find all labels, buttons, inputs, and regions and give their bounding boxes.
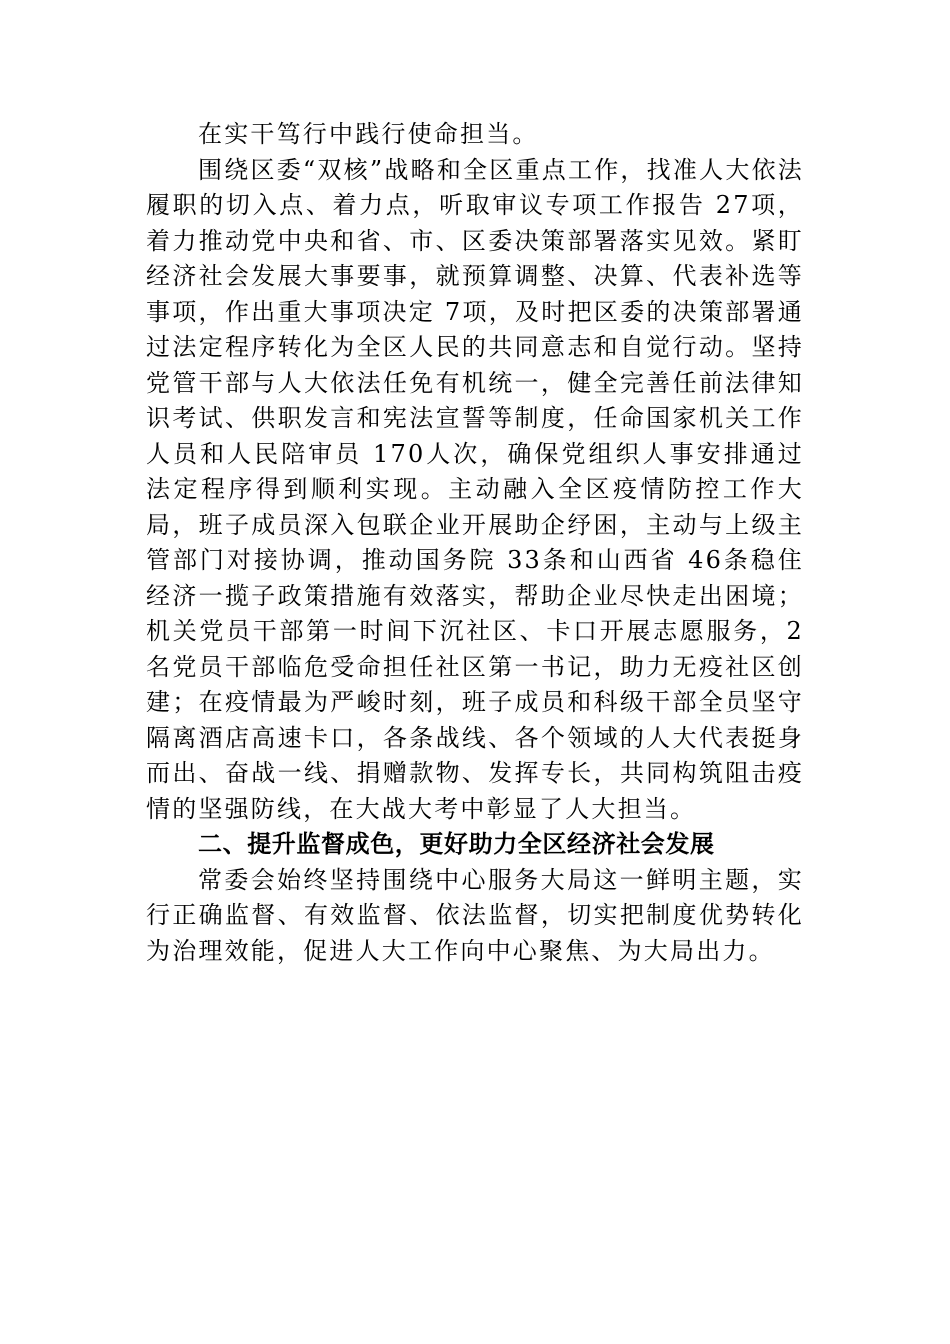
document-body xyxy=(146,117,804,969)
section-heading-supervision: 二、提升监督成色，更好助力全区经济社会发展 xyxy=(198,830,715,858)
paragraph-work-focus: 围绕区委“双核”战略和全区重点工作，找准人大依法履职的切入点、着力点，听取审议专项工作报告 27项，着力推动党中央和省、市、区委决策部署落实见效。紧盯经济社会发展大事要事，就预算调整、决算、代表补选等事项，作出重大事项决定 7项，及时把区委的决策部署通过法定程序转化为全区人民的共同意志和自觉行动。坚持党管干部与人大依法任免有机统一，健全完善任前法律知识考试、供职发言和宪法宣誓等制度，任命国家机关工作人员和人民陪审员 170人次，确保党组织人事安排通过法定程序得到顺利实现。主动融入全区疫情防控工作大局，班子成员深入包联企业开展助企纾困，主动与上级主管部门对接协调，推动国务院 33条和山西省 46条稳住经济一揽子政策措施有效落实，帮助企业尽快走出困境；机关党员干部第一时间下沉社区、卡口开展志愿服务，2名党员干部临危受命担任社区第一书记，助力无疫社区创建；在疫情最为严峻时刻，班子成员和科级干部全员坚守隔离酒店高速卡口，各条战线、各个领域的人大代表挺身而出、奋战一线、捐赠款物、发挥专长，共同构筑阻击疫情的坚强防线，在大战大考中彰显了人大担当。 xyxy=(146,155,804,823)
paragraph-supervision-intro: 常委会始终坚持围绕中心服务大局这一鲜明主题，实行正确监督、有效监督、依法监督，切实把制度优势转化为治理效能，促进人大工作向中心聚焦、为大局出力。 xyxy=(146,865,804,965)
paragraph-continuation: 在实干笃行中践行使命担当。 xyxy=(198,120,539,148)
